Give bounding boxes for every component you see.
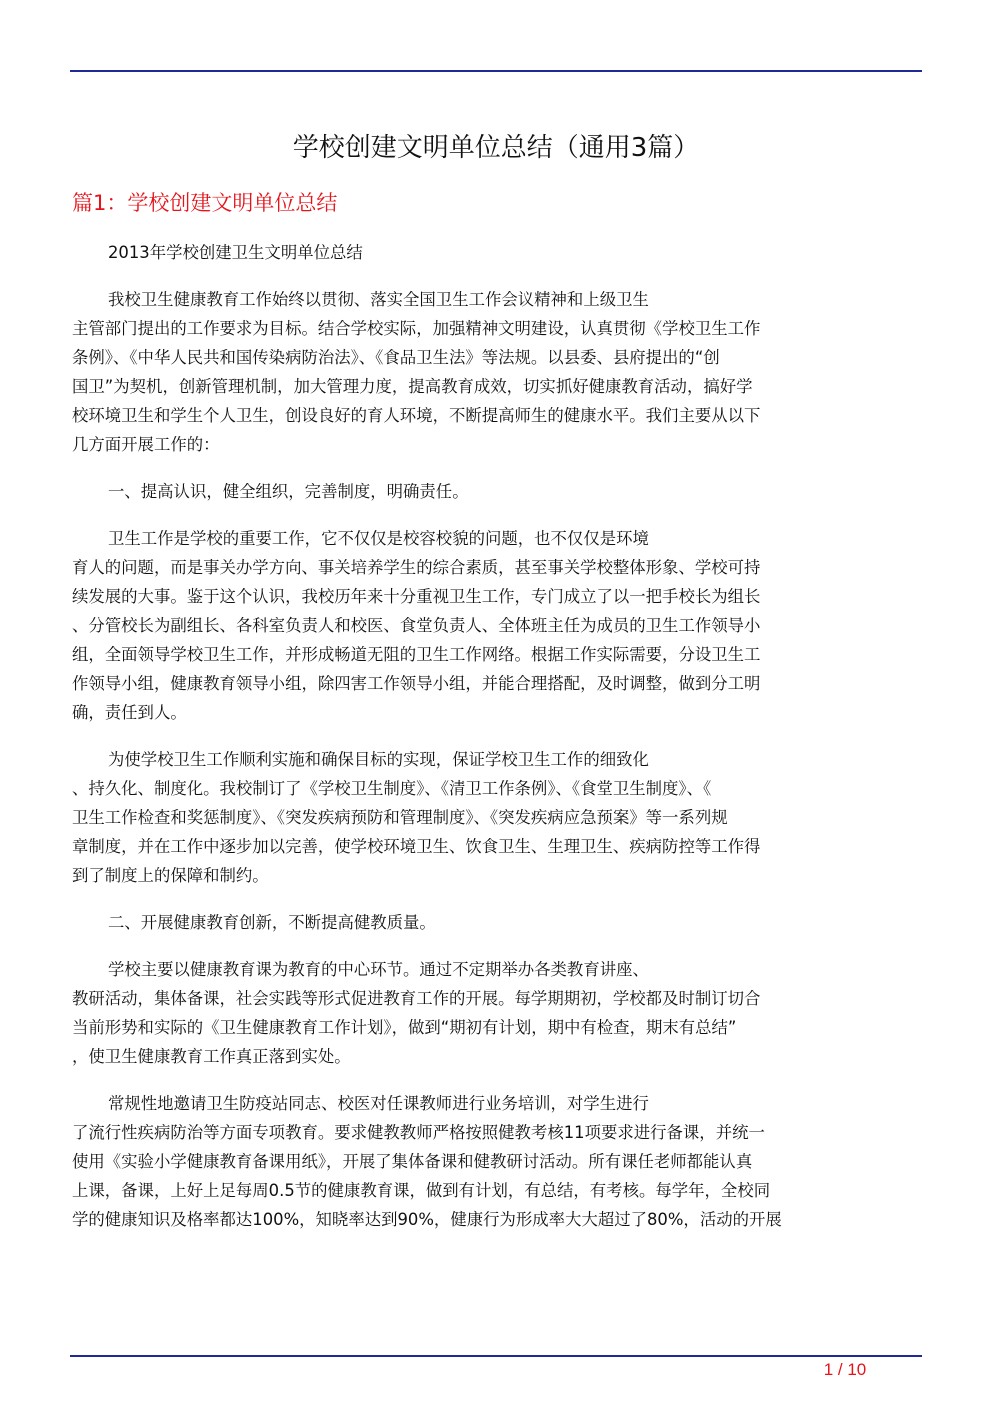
text-line: 2013年学校创建卫生文明单位总结 <box>108 243 363 262</box>
text-line: 育人的问题，而是事关办学方向、事关培养学生的综合素质，甚至事关学校整体形象、学校可持 <box>72 558 761 577</box>
paragraph-organization <box>72 524 922 727</box>
paragraph-point-one <box>72 477 922 506</box>
text-line: 主管部门提出的工作要求为目标。结合学校实际，加强精神文明建设，认真贯彻《学校卫生工作 <box>72 319 761 338</box>
text-line: 常规性地邀请卫生防疫站同志、校医对任课教师进行业务培训，对学生进行 <box>108 1094 649 1113</box>
paragraph-training <box>72 1089 922 1234</box>
document-title: 学校创建文明单位总结（通用3篇） <box>292 133 700 163</box>
footer-rule <box>70 1355 922 1357</box>
text-line: 教研活动，集体备课，社会实践等形式促进教育工作的开展。每学期期初，学校都及时制订切合 <box>72 989 761 1008</box>
text-line: 章制度，并在工作中逐步加以完善，使学校环境卫生、饮食卫生、生理卫生、疾病防控等工作得 <box>72 837 761 856</box>
text-line: 当前形势和实际的《卫生健康教育工作计划》，做到“期初有计划，期中有检查，期末有总结” <box>72 1018 737 1037</box>
page-number: 1 / 10 <box>823 1360 867 1379</box>
paragraph-intro <box>72 285 922 459</box>
text-line: 一、提高认识，健全组织，完善制度，明确责任。 <box>108 482 469 501</box>
text-line: 几方面开展工作的： <box>72 435 220 454</box>
text-line: 续发展的大事。鉴于这个认识，我校历年来十分重视卫生工作，专门成立了以一把手校长为组长 <box>72 587 761 606</box>
document-body <box>72 238 922 1252</box>
paragraph-regulations <box>72 745 922 890</box>
header-rule <box>70 70 922 72</box>
text-line: 学的健康知识及格率都达100%，知晓率达到90%，健康行为形成率大大超过了80%，活动的开展 <box>72 1210 782 1229</box>
text-line: 使用《实验小学健康教育备课用纸》，开展了集体备课和健教研讨活动。所有课任老师都能认真 <box>72 1152 753 1171</box>
text-line: 了流行性疾病防治等方面专项教育。要求健教教师严格按照健教考核11项要求进行备课，并统一 <box>72 1123 765 1142</box>
text-line: 到了制度上的保障和制约。 <box>72 866 269 885</box>
text-line: ，使卫生健康教育工作真正落到实处。 <box>72 1047 351 1066</box>
text-line: 、持久化、制度化。我校制订了《学校卫生制度》、《清卫工作条例》、《食堂卫生制度》、《 <box>72 779 712 798</box>
text-line: 条例》、《中华人民共和国传染病防治法》、《食品卫生法》等法规。以县委、县府提出的“创 <box>72 348 720 367</box>
text-line: 二、开展健康教育创新，不断提高健教质量。 <box>108 913 436 932</box>
paragraph-point-two <box>72 908 922 937</box>
paragraph-subtitle <box>72 238 922 267</box>
text-line: 卫生工作是学校的重要工作，它不仅仅是校容校貌的问题，也不仅仅是环境 <box>108 529 649 548</box>
text-line: 组，全面领导学校卫生工作，并形成畅道无阻的卫生工作网络。根据工作实际需要，分设卫生工 <box>72 645 761 664</box>
text-line: 学校主要以健康教育课为教育的中心环节。通过不定期举办各类教育讲座、 <box>108 960 649 979</box>
text-line: 卫生工作检查和奖惩制度》、《突发疾病预防和管理制度》、《突发疾病应急预案》等一系列规 <box>72 808 728 827</box>
text-line: 确，责任到人。 <box>72 703 187 722</box>
text-line: 国卫”为契机，创新管理机制，加大管理力度，提高教育成效，切实抓好健康教育活动，搞好学 <box>72 377 753 396</box>
text-line: 、分管校长为副组长、各科室负责人和校医、食堂负责人、全体班主任为成员的卫生工作领导小 <box>72 616 761 635</box>
text-line: 作领导小组，健康教育领导小组，除四害工作领导小组，并能合理搭配，及时调整，做到分工明 <box>72 674 761 693</box>
paragraph-health-class <box>72 955 922 1071</box>
text-line: 上课，备课，上好上足每周0.5节的健康教育课，做到有计划，有总结，有考核。每学年，全校同 <box>72 1181 771 1200</box>
section-heading: 篇1：学校创建文明单位总结 <box>72 191 338 215</box>
text-line: 我校卫生健康教育工作始终以贯彻、落实全国卫生工作会议精神和上级卫生 <box>108 290 649 309</box>
text-line: 为使学校卫生工作顺利实施和确保目标的实现，保证学校卫生工作的细致化 <box>108 750 649 769</box>
text-line: 校环境卫生和学生个人卫生，创设良好的育人环境，不断提高师生的健康水平。我们主要从以下 <box>72 406 761 425</box>
